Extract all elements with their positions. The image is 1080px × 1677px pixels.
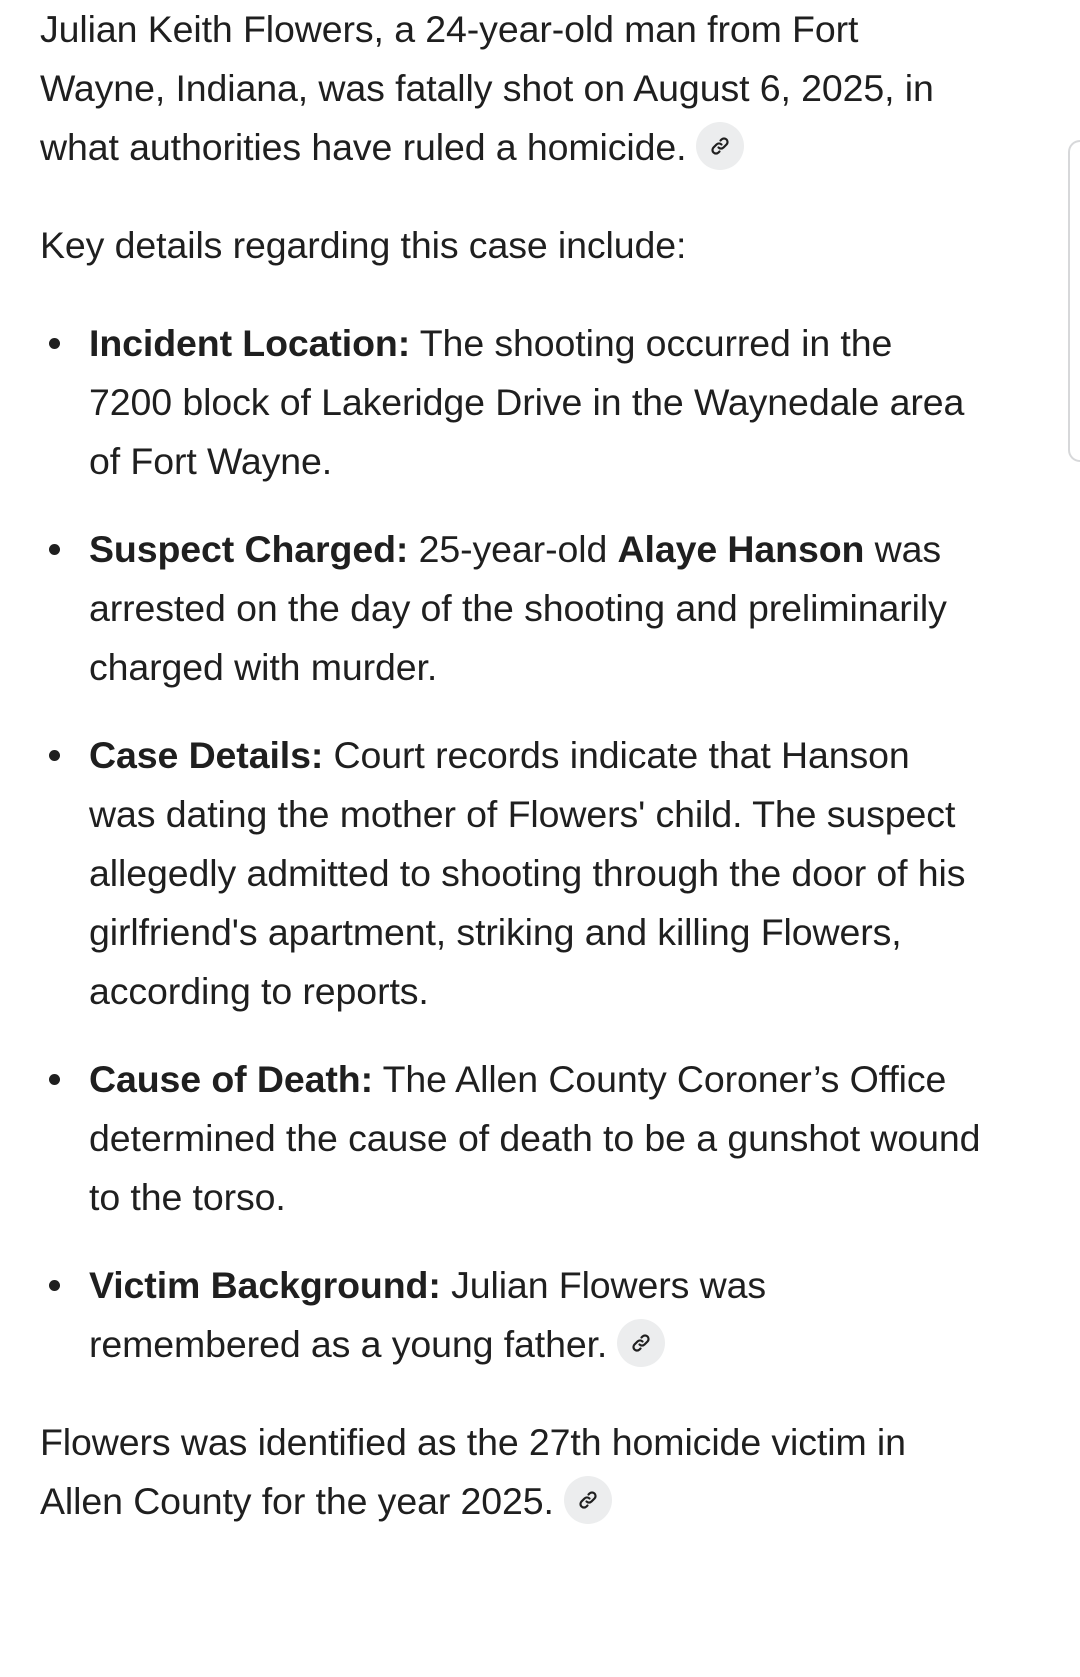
list-item-text: Court records indicate that Hanson was dating the mother of Flowers' child. The suspect allegedly admitted to shooting through the door of his girlfriend's apartment, striking and killing Flowers, according to reports.	[89, 734, 966, 1012]
list-item-incident-location	[40, 314, 985, 491]
bullet-icon	[49, 750, 60, 761]
list-item-text: 25-year-old	[408, 528, 618, 570]
key-details-intro: Key details regarding this case include:	[40, 224, 687, 266]
side-panel-handle[interactable]	[1068, 140, 1080, 462]
link-icon	[629, 1331, 653, 1355]
list-item-text: was arrested on the day of the shooting and preliminarily charged with murder.	[89, 528, 947, 688]
list-item-label: Victim Background:	[89, 1264, 441, 1306]
closing-text: Flowers was identified as the 27th homicide victim in Allen County for the year 2025.	[40, 1421, 906, 1522]
intro-text: Julian Keith Flowers, a 24-year-old man from Fort Wayne, Indiana, was fatally shot on August 6, 2025, in what authorities have ruled a homicide.	[40, 8, 934, 168]
citation-chip[interactable]	[564, 1476, 612, 1524]
bullet-icon	[49, 1280, 60, 1291]
list-item-label: Incident Location:	[89, 322, 411, 364]
list-item-victim-background	[40, 1256, 985, 1374]
list-item-case-details	[40, 726, 985, 1021]
list-item-text: Julian Flowers was remembered as a young father.	[89, 1264, 767, 1365]
link-icon	[576, 1488, 600, 1512]
citation-chip[interactable]	[617, 1319, 665, 1367]
list-item-text: The shooting occurred in the 7200 block of Lakeridge Drive in the Waynedale area of Fort Wayne.	[89, 322, 965, 482]
details-list	[40, 314, 985, 1374]
list-item-label: Cause of Death:	[89, 1058, 373, 1100]
list-item-suspect-charged	[40, 520, 985, 697]
citation-chip[interactable]	[696, 122, 744, 170]
bullet-icon	[49, 1074, 60, 1085]
bullet-icon	[49, 338, 60, 349]
response-content	[40, 0, 985, 1531]
list-item-cause-of-death	[40, 1050, 985, 1227]
closing-paragraph	[40, 1413, 985, 1531]
link-icon	[708, 134, 732, 158]
intro-paragraph	[40, 0, 985, 177]
list-item-label: Case Details:	[89, 734, 324, 776]
suspect-name: Alaye Hanson	[617, 528, 865, 570]
bullet-icon	[49, 544, 60, 555]
list-item-text: The Allen County Coroner’s Office determined the cause of death to be a gunshot wound to the torso.	[89, 1058, 981, 1218]
list-item-label: Suspect Charged:	[89, 528, 409, 570]
